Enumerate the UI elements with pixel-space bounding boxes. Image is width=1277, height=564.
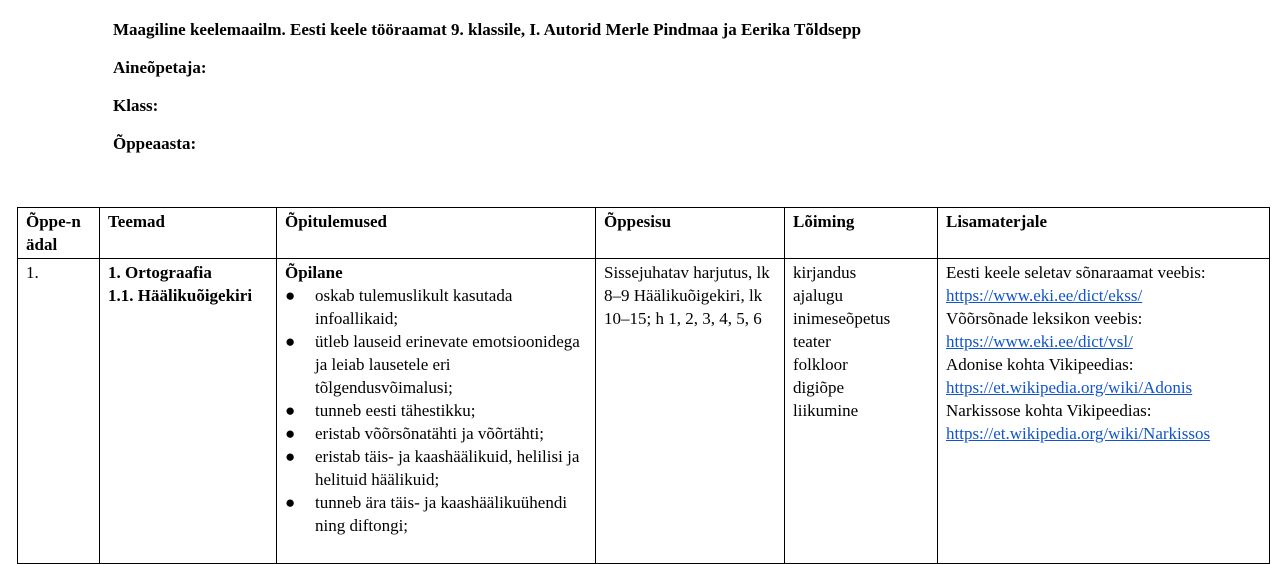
- year-label: Õppeaasta:: [113, 134, 197, 153]
- cell-integration: [785, 259, 938, 564]
- cell-week: 1.: [18, 259, 100, 564]
- header-outcomes: Õpitulemused: [277, 208, 596, 259]
- integration-item: folkloor: [793, 355, 848, 374]
- outcome-text: eristab võõrsõnatähti ja võõrtähti;: [315, 424, 544, 443]
- list-item: [285, 330, 587, 399]
- topic-heading: 1. Ortograafia: [108, 263, 212, 282]
- outcome-text: eristab täis- ja kaashäälikuid, helilisi ja helituid häälikuid;: [315, 447, 580, 489]
- outcomes-list: [285, 284, 587, 537]
- topic-subheading: 1.1. Häälikuõigekiri: [108, 286, 253, 305]
- material-label: Narkissose kohta Vikipeedias:: [946, 401, 1152, 420]
- bullet-icon: ●: [285, 447, 296, 466]
- integration-item: kirjandus: [793, 263, 857, 282]
- material-link-vsl[interactable]: https://www.eki.ee/dict/vsl/: [946, 332, 1133, 351]
- outcomes-intro: Õpilane: [285, 263, 343, 282]
- cell-materials: [938, 259, 1270, 564]
- cell-outcomes: [277, 259, 596, 564]
- material-label: Võõrsõnade leksikon veebis:: [946, 309, 1143, 328]
- header-integration: Lõiming: [785, 208, 938, 259]
- bullet-icon: ●: [285, 424, 296, 443]
- material-link-adonis[interactable]: https://et.wikipedia.org/wiki/Adonis: [946, 378, 1193, 397]
- integration-item: liikumine: [793, 401, 859, 420]
- teacher-label: Aineõpetaja:: [113, 58, 207, 77]
- document-title: Maagiline keelemaailm. Eesti keele tööraamat 9. klassile, I. Autorid Merle Pindmaa ja Eerika Tõldsepp: [113, 20, 862, 39]
- integration-item: digiõpe: [793, 378, 844, 397]
- list-item: [285, 422, 587, 445]
- list-item: [285, 399, 587, 422]
- bullet-icon: ●: [285, 332, 296, 351]
- header-materials: Lisamaterjale: [938, 208, 1270, 259]
- material-label: Eesti keele seletav sõnaraamat veebis:: [946, 263, 1206, 282]
- cell-topics: [100, 259, 277, 564]
- bullet-icon: ●: [285, 401, 296, 420]
- integration-item: teater: [793, 332, 831, 351]
- outcome-text: tunneb ära täis- ja kaashäälikuühendi ning diftongi;: [315, 493, 568, 535]
- curriculum-table: [17, 207, 1270, 564]
- table-row: [18, 259, 1270, 564]
- list-item: [285, 491, 587, 537]
- list-item: [285, 445, 587, 491]
- integration-item: inimeseõpetus: [793, 309, 891, 328]
- material-label: Adonise kohta Vikipeedias:: [946, 355, 1134, 374]
- header-topics: Teemad: [100, 208, 277, 259]
- header-content: Õppesisu: [596, 208, 785, 259]
- bullet-icon: ●: [285, 286, 296, 305]
- integration-item: ajalugu: [793, 286, 844, 305]
- bullet-icon: ●: [285, 493, 296, 512]
- material-link-ekss[interactable]: https://www.eki.ee/dict/ekss/: [946, 286, 1143, 305]
- list-item: [285, 284, 587, 330]
- material-link-narkissos[interactable]: https://et.wikipedia.org/wiki/Narkissos: [946, 424, 1211, 443]
- cell-content: Sissejuhatav harjutus, lk 8–9 Häälikuõigekiri, lk 10–15; h 1, 2, 3, 4, 5, 6: [596, 259, 785, 564]
- outcome-text: tunneb eesti tähestikku;: [315, 401, 476, 420]
- header-week: Õppe-n ädal: [18, 208, 100, 259]
- class-label: Klass:: [113, 96, 159, 115]
- outcome-text: oskab tulemuslikult kasutada infoallikaid;: [315, 286, 513, 328]
- table-header-row: [18, 208, 1270, 259]
- outcome-text: ütleb lauseid erinevate emotsioonidega ja leiab lausetele eri tõlgendusvõimalusi;: [315, 332, 580, 397]
